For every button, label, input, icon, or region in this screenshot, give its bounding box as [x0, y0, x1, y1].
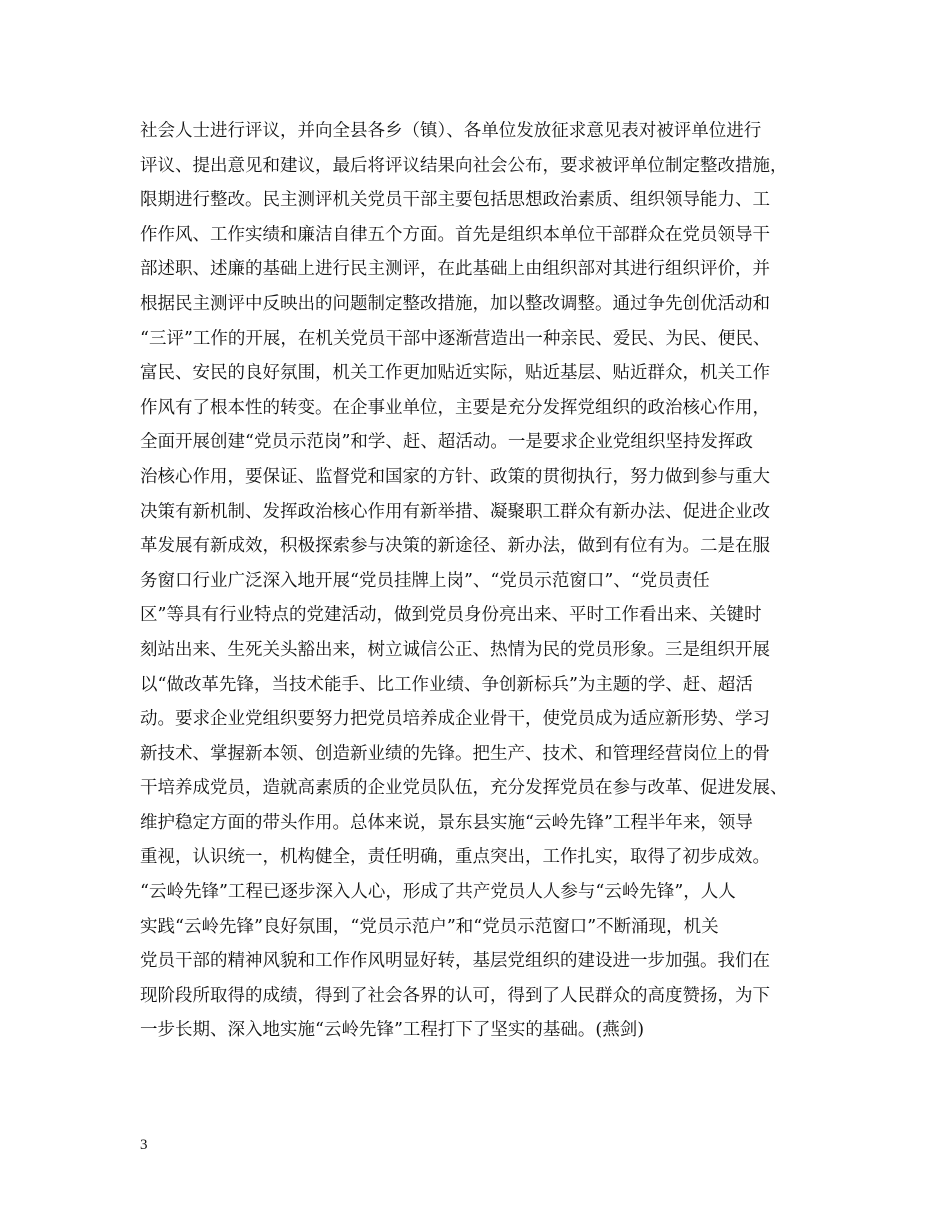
text-line: 部述职、述廉的基础上进行民主测评，在此基础上由组织部对其进行组织评价，并	[140, 259, 770, 280]
text-line: “云岭先锋”工程已逐步深入人心，形成了共产党员人人参与“云岭先锋”，人人	[140, 882, 736, 903]
text-line: 动。要求企业党组织要努力把党员培养成企业骨干，使党员成为适应新形势、学习	[140, 709, 770, 730]
text-line: 区”等具有行业特点的党建活动，做到党员身份亮出来、平时工作看出来、关键时	[140, 605, 762, 626]
text-line: 治核心作用，要保证、监督党和国家的方针、政策的贯彻执行，努力做到参与重大	[140, 466, 770, 487]
text-line: 维护稳定方面的带头作用。总体来说，景东县实施“云岭先锋”工程半年来，领导	[140, 812, 753, 833]
text-line: 刻站出来、生死关头豁出来，树立诚信公正、热情为民的党员形象。三是组织开展	[140, 639, 770, 660]
text-line: 根据民主测评中反映出的问题制定整改措施，加以整改调整。通过争先创优活动和	[140, 293, 770, 314]
text-line: 全面开展创建“党员示范岗”和学、赶、超活动。一是要求企业党组织坚持发挥政	[140, 432, 753, 453]
text-line: 重视，认识统一，机构健全，责任明确，重点突出，工作扎实，取得了初步成效。	[140, 847, 770, 868]
text-line: 新技术、掌握新本领、创造新业绩的先锋。把生产、技术、和管理经营岗位上的骨	[140, 743, 770, 764]
text-line: 党员干部的精神风貌和工作作风明显好转，基层党组织的建设进一步加强。我们在	[140, 951, 770, 972]
page-number: 3	[140, 1137, 148, 1153]
text-line: 以“做改革先锋，当技术能手、比工作业绩、争创新标兵”为主题的学、赶、超活	[140, 674, 753, 695]
text-line: 作作风、工作实绩和廉洁自律五个方面。首先是组织本单位干部群众在党员领导干	[140, 224, 770, 245]
text-line: 实践“云岭先锋”良好氛围，“党员示范户”和“党员示范窗口”不断涌现，机关	[140, 916, 719, 937]
text-line: 革发展有新成效，积极探索参与决策的新途径、新办法，做到有位有为。二是在服	[140, 536, 770, 557]
text-line: 作风有了根本性的转变。在企事业单位，主要是充分发挥党组织的政治核心作用，	[140, 397, 770, 418]
text-line: 社会人士进行评议，并向全县各乡（镇）、各单位发放征求意见表对被评单位进行	[140, 121, 762, 141]
text-line: 决策有新机制、发挥政治核心作用有新举措、凝聚职工群众有新办法、促进企业改	[140, 501, 770, 522]
text-line: 干培养成党员，造就高素质的企业党员队伍，充分发挥党员在参与改革、促进发展、	[140, 778, 788, 799]
text-line: 一步长期、深入地实施“云岭先锋”工程打下了坚实的基础。(燕剑)	[140, 1020, 645, 1041]
body-paragraph	[140, 114, 840, 1048]
text-line: “三评”工作的开展，在机关党员干部中逐渐营造出一种亲民、爱民、为民、便民、	[140, 328, 771, 349]
text-line: 富民、安民的良好氛围，机关工作更加贴近实际，贴近基层、贴近群众，机关工作	[140, 363, 770, 384]
text-line: 务窗口行业广泛深入地开展“党员挂牌上岗”、“党员示范窗口”、“党员责任	[140, 570, 710, 591]
text-line: 现阶段所取得的成绩，得到了社会各界的认可，得到了人民群众的高度赞扬，为下	[140, 985, 770, 1006]
text-line: 限期进行整改。民主测评机关党员干部主要包括思想政治素质、组织领导能力、工	[140, 190, 770, 211]
text-line: 评议、提出意见和建议，最后将评议结果向社会公布，要求被评单位制定整改措施，	[140, 155, 788, 176]
